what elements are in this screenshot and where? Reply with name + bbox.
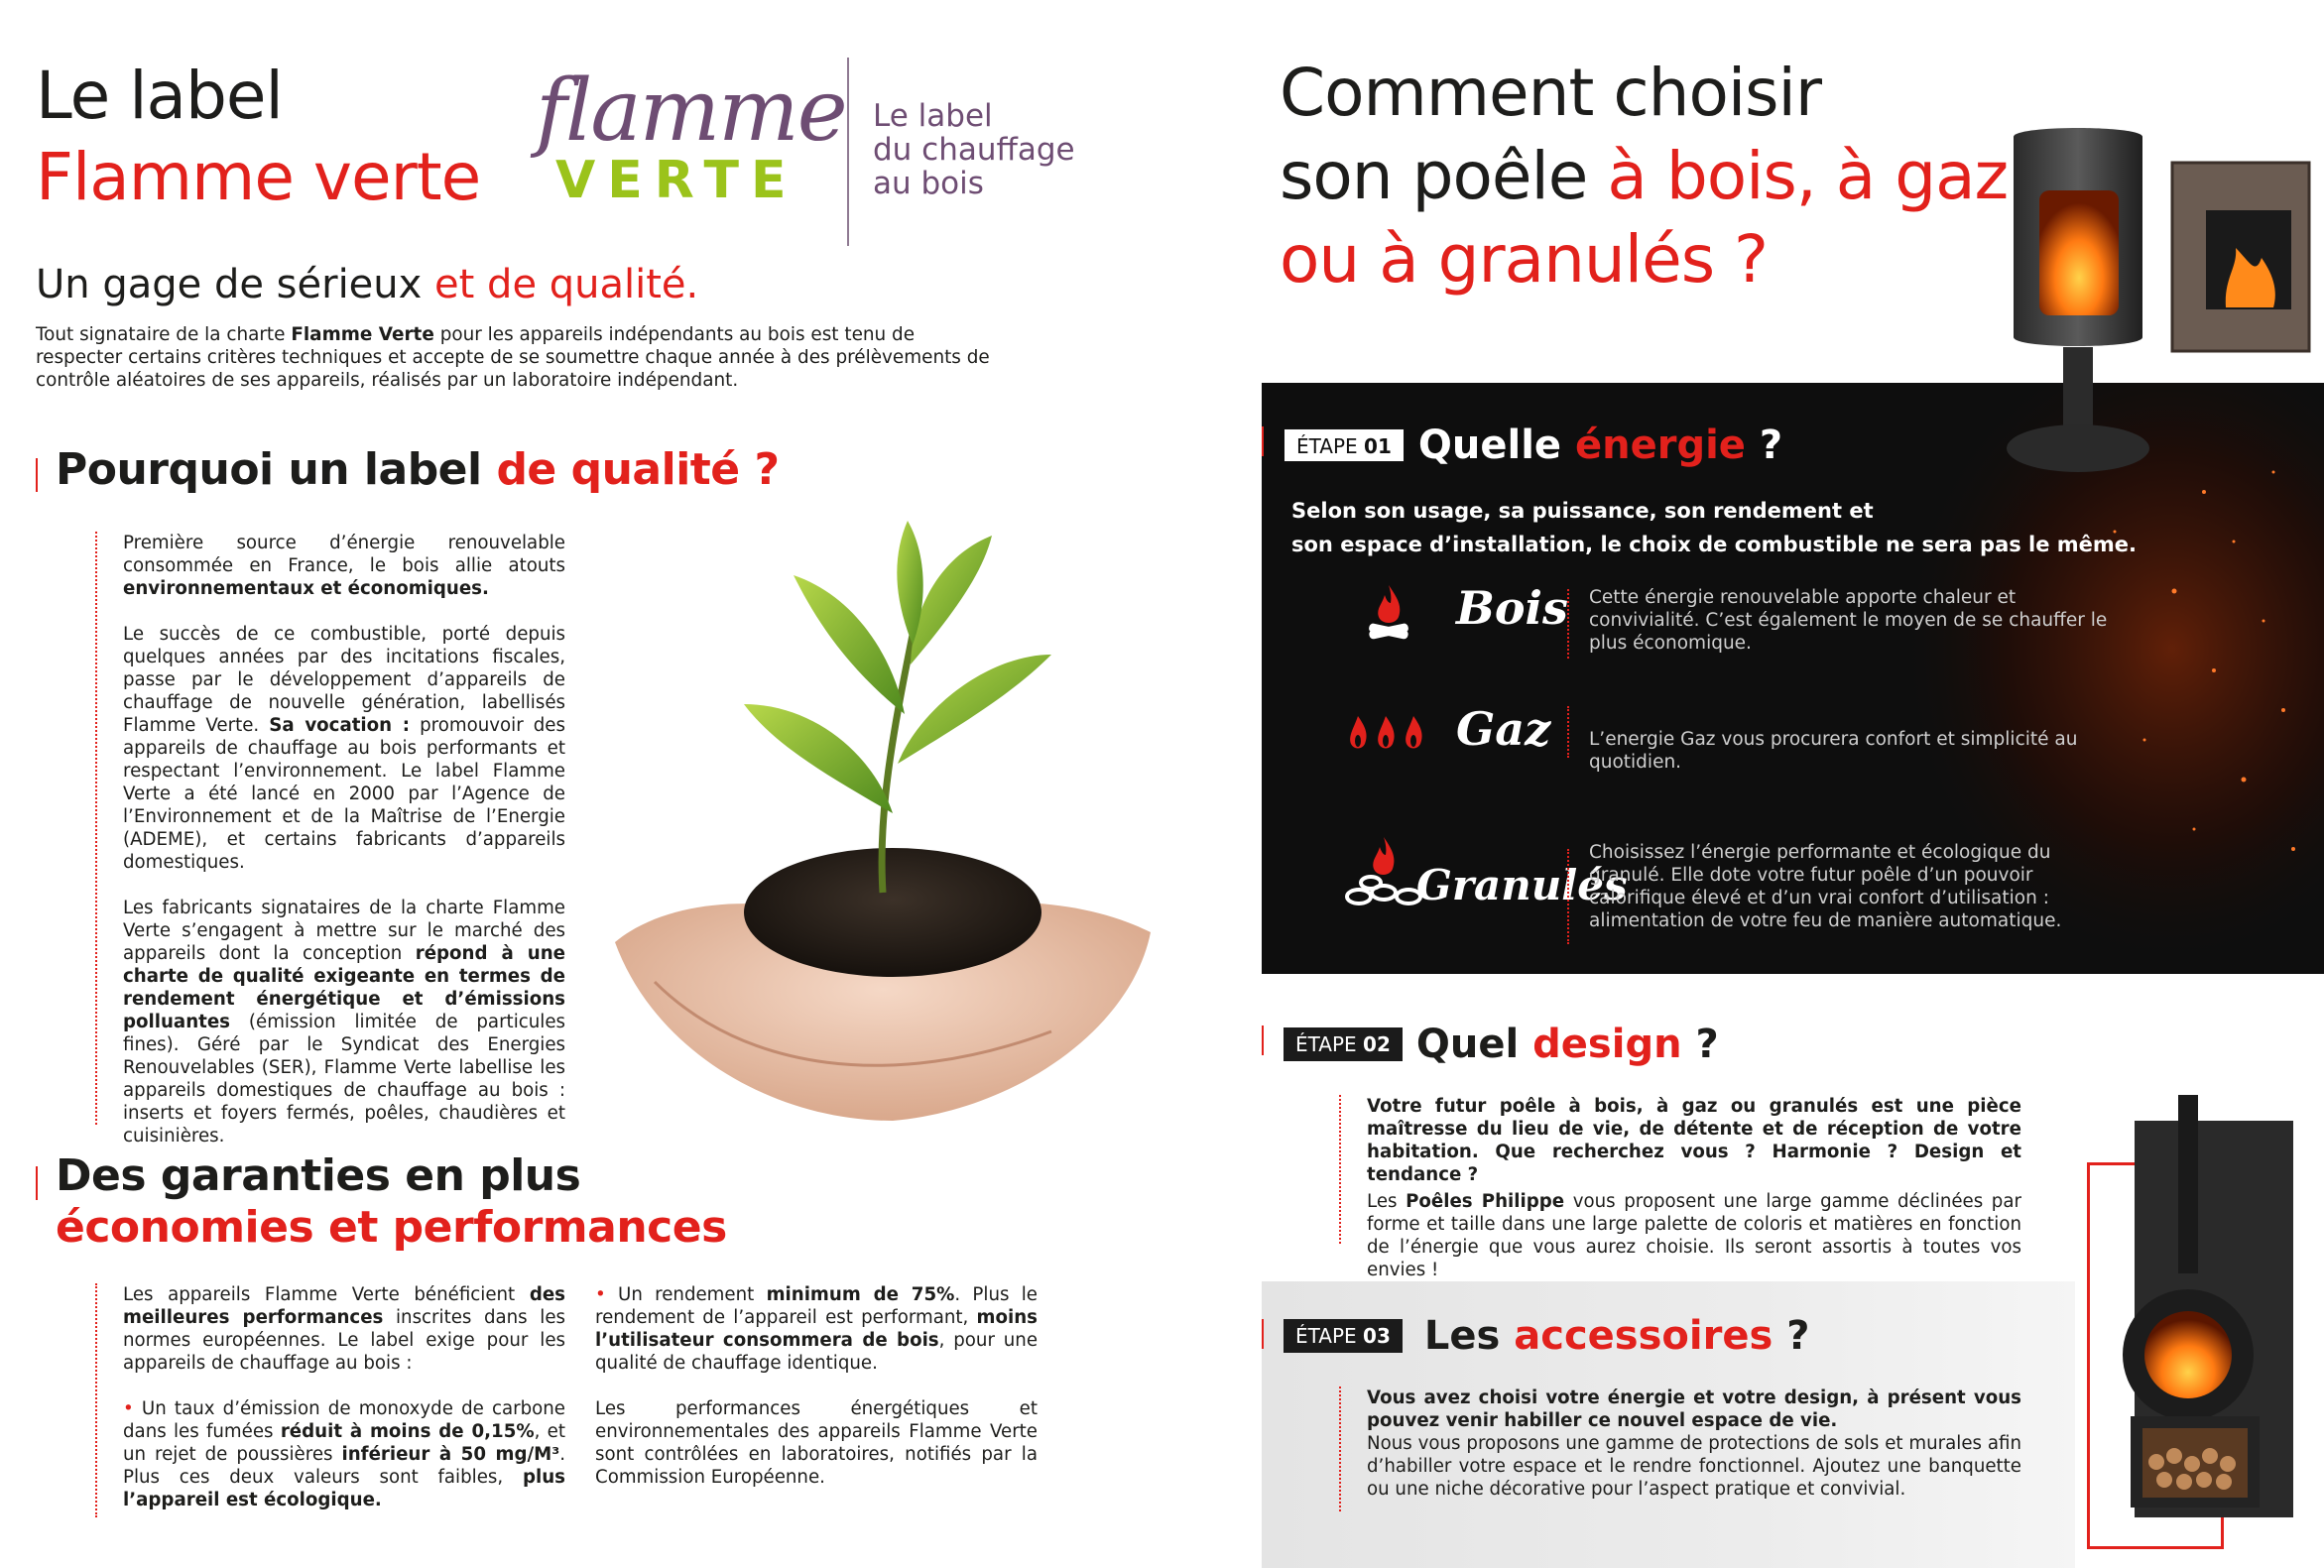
- dotted-rule: [1339, 1095, 1341, 1244]
- page-title-right: Comment choisir son poêle à bois, à gaz ou à granulés ?: [1280, 55, 2009, 298]
- energy-desc-bois: Cette énergie renouvelable apporte chaleur et convivialité. C’est également le moyen de se chauffer le plus économique.: [1589, 587, 2108, 654]
- flamme-verte-logo-word: VERTE: [555, 151, 798, 210]
- why-body: Première source d’énergie renouvelable consommée en France, le bois allie atouts environnementaux et économiques. Le succès de ce combustible, porté depuis quelques années par des incitations fiscales, passe par le développement d’appareils de chauffage de nouvelle génération, labellisés Flamme Verte. Sa vocation : promouvoir des appareils de chauffage au bois performants et respectant l’environnement. Le label Flamme Verte a été lancé en 2000 par l’Agence de l’Environnement et de la Maîtrise de l’Energie (ADEME), et certains fabricants d’appareils domestiques. Les fabricants signataires de la charte Flamme Verte s’engagent à mettre sur le marché des appareils dont la conception répond à une charte de qualité exigeante en termes de rendement énergétique et d’émissions polluantes (émission limitée de particules fines). Géré par le Syndicat des Energies Renouvelables (SER), Flamme Verte labellise les appareils domestiques de chauffage au bois : inserts et foyers fermés, poêles, chaudières et cuisinières.: [123, 533, 565, 1146]
- step3-badge: ÉTAPE 03: [1284, 1319, 1403, 1353]
- energy-desc-gaz: L’energie Gaz vous procurera confort et simplicité au quotidien.: [1589, 729, 2078, 773]
- guarantees-col1: Les appareils Flamme Verte bénéficient des meilleures performances inscrites dans les normes européennes. Le label exige pour les appareils de chauffage au bois : • Un taux d’émission de monoxyde de carbone dans les fumées réduit à moins de 0,15%, et un rejet de poussières inférieur à 50 mg/M³. Plus ces deux valeurs sont faibles, plus l’appareil est écologique.: [123, 1284, 565, 1510]
- subtitle: Un gage de sérieux et de qualité.: [36, 262, 699, 307]
- plant-in-hands-image: [595, 516, 1161, 1150]
- energy-name-bois: Bois: [1456, 581, 1568, 635]
- dotted-rule: [95, 532, 97, 1125]
- section-title-guarantees: Des garanties en plus économies et performances: [56, 1150, 727, 1253]
- dotted-rule: [95, 1283, 97, 1517]
- section-tick: [1262, 1319, 1264, 1349]
- logo-tagline: Le label du chauffage au bois: [873, 98, 1075, 201]
- step1-lead: Selon son usage, sa puissance, son rendement et son espace d’installation, le choix de combustible ne sera pas le même.: [1291, 499, 2138, 556]
- step2-body: Votre futur poêle à bois, à gaz ou granulés est une pièce maîtresse du lieu de vie, de détente et de réception de votre habitation. Que recherchez vous ? Harmonie ? Design et tendance ? Les Poêles Philippe vous proposent une large gamme déclinées par forme et taille dans une large palette de coloris et matières en fonction de l’énergie que vous aurez choisie. Ils seront assortis à toutes vos envies !: [1367, 1096, 2021, 1280]
- step3-body: Vous avez choisi votre énergie et votre design, à présent vous pouvez venir habiller ce nouvel espace de vie. Nous vous proposons une gamme de protections de sols et murales afin d’habiller votre espace et le rendre fonctionnel. Ajoutez une banquette ou une niche décorative pour l’aspect pratique et convivial.: [1367, 1387, 2021, 1500]
- step2-header: [1284, 1022, 1719, 1067]
- bullet: •: [595, 1284, 606, 1305]
- step1-badge: ÉTAPE 01: [1284, 428, 1405, 462]
- round-pedestal-stove-image: [2004, 117, 2152, 476]
- dotted-rule: [1339, 1387, 1341, 1511]
- section-tick: [36, 458, 38, 492]
- intro-paragraph: Tout signataire de la charte Flamme Verte pour les appareils indépendants au bois est tenu de respecter certains critères techniques et accepte de se soumettre chaque année à des prélèvements de contrôle aléatoires de ses appareils, réalisés par un laboratoire indépendant.: [36, 324, 990, 391]
- energy-name-granules: Granulés: [1416, 861, 1628, 909]
- gas-flames-icon: [1345, 714, 1426, 752]
- step3-header: [1284, 1313, 1809, 1359]
- energy-panel: [1262, 383, 2324, 974]
- bullet: •: [123, 1398, 134, 1419]
- energy-name-gaz: Gaz: [1456, 702, 1551, 756]
- step1-title: Quelle énergie ?: [1417, 422, 1783, 468]
- tall-stove-image: [2113, 1087, 2311, 1543]
- guarantees-col2: • Un rendement minimum de 75%. Plus le rendement de l’appareil est performant, moins l’utilisateur consommera de bois, pour une qualité de chauffage identique. Les performances énergétiques et environnementales des appareils Flamme Verte sont contrôlées en laboratoires, notifiés par la Commission Européenne.: [595, 1284, 1039, 1488]
- section-tick: [1262, 1025, 1264, 1055]
- logo-divider: [847, 58, 849, 246]
- energy-desc-granules: Choisissez l’énergie performante et écologique du granulé. Elle dote votre futur poêle d’un pouvoir calorifique élevé et d’un vrai confort d’utilisation : alimentation de votre feu de manière automatique.: [1589, 842, 2062, 931]
- section-tick: [36, 1166, 38, 1200]
- pellets-fire-icon: [1339, 835, 1428, 908]
- section-title-why: Pourquoi un label de qualité ?: [56, 444, 780, 495]
- step3-title: Les accessoires ?: [1423, 1313, 1810, 1359]
- page-title-left: Le label Flamme verte: [36, 58, 481, 215]
- wood-fire-icon: [1361, 581, 1416, 647]
- flamme-verte-logo-script: flamme: [536, 61, 846, 161]
- step2-title: Quel design ?: [1415, 1022, 1719, 1067]
- step1-header: [1262, 422, 1782, 468]
- square-stove-image: [2166, 159, 2315, 357]
- step2-badge: ÉTAPE 02: [1284, 1027, 1403, 1061]
